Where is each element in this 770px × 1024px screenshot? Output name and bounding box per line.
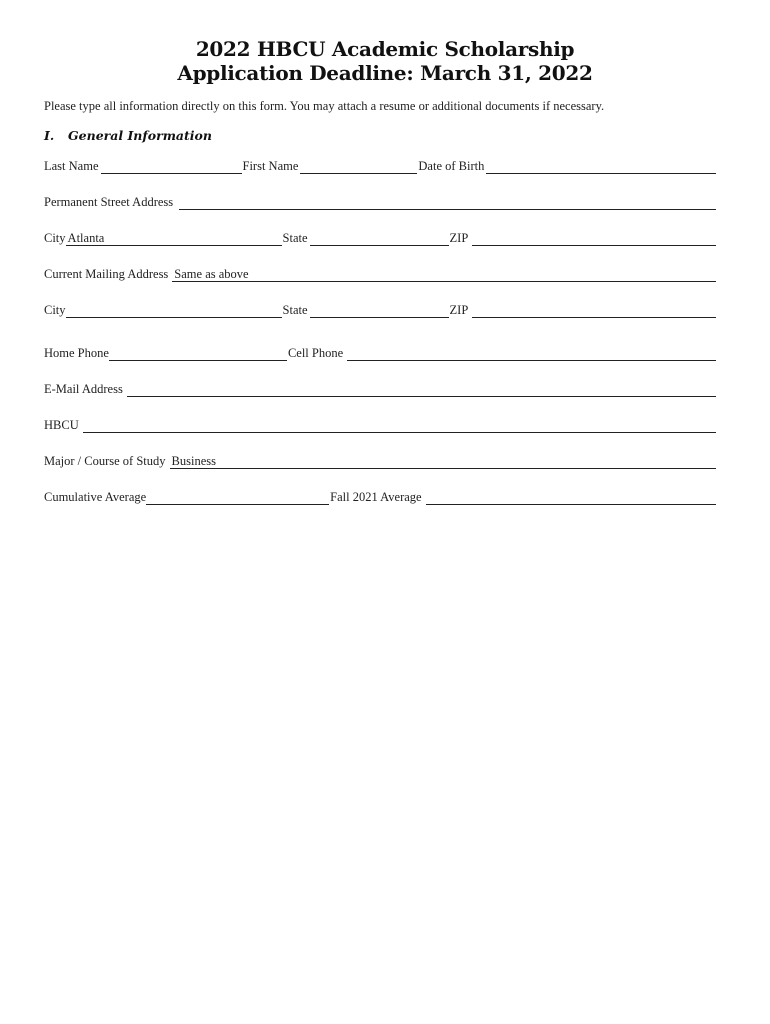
street-row	[44, 194, 717, 210]
zip-field[interactable]	[472, 231, 716, 246]
instructions-text: Please type all information directly on this form. You may attach a resume or additional documents if necessary.	[44, 99, 605, 113]
section-number: I.	[44, 128, 55, 143]
hbcu-label: HBCU	[44, 418, 79, 432]
email-field[interactable]	[127, 382, 716, 397]
zip2-label: ZIP	[449, 303, 469, 317]
dob-field[interactable]	[486, 159, 716, 174]
state2-field[interactable]	[310, 303, 449, 318]
averages-row	[44, 489, 717, 505]
major-field[interactable]: Business	[170, 454, 716, 469]
name-row	[44, 158, 717, 174]
fall-average-field[interactable]	[426, 490, 716, 505]
street-label: Permanent Street Address	[44, 195, 174, 209]
city-state-zip-row	[44, 230, 717, 246]
cumulative-average-label: Cumulative Average	[44, 490, 147, 504]
first-name-label: First Name	[242, 159, 299, 173]
major-label: Major / Course of Study	[44, 454, 166, 468]
email-label: E-Mail Address	[44, 382, 123, 396]
cell-phone-field[interactable]	[347, 346, 716, 361]
home-phone-label: Home Phone	[44, 346, 109, 360]
city-label: City	[44, 231, 66, 245]
city2-field[interactable]	[66, 303, 282, 318]
last-name-field[interactable]	[101, 159, 242, 174]
mailing-city-state-zip-row	[44, 302, 717, 318]
state2-label: State	[282, 303, 308, 317]
mailing-row	[44, 266, 717, 282]
section-title: General Information	[68, 128, 212, 143]
state-field[interactable]	[310, 231, 449, 246]
home-phone-field[interactable]	[109, 346, 287, 361]
state-label: State	[282, 231, 308, 245]
last-name-label: Last Name	[44, 159, 99, 173]
street-field[interactable]	[179, 195, 716, 210]
fall-average-label: Fall 2021 Average	[330, 490, 422, 504]
zip-label: ZIP	[449, 231, 469, 245]
hbcu-row	[44, 417, 717, 433]
major-row	[44, 453, 717, 469]
phone-row	[44, 345, 717, 361]
cumulative-average-field[interactable]	[146, 490, 329, 505]
email-row	[44, 381, 717, 397]
city2-label: City	[44, 303, 66, 317]
hbcu-field[interactable]	[83, 418, 716, 433]
mailing-field[interactable]: Same as above	[172, 267, 716, 282]
first-name-field[interactable]	[300, 159, 417, 174]
cell-phone-label: Cell Phone	[287, 346, 344, 360]
zip2-field[interactable]	[472, 303, 716, 318]
mailing-label: Current Mailing Address	[44, 267, 169, 281]
form-title: 2022 HBCU Academic Scholarship	[195, 37, 575, 61]
city-field[interactable]: Atlanta	[66, 231, 282, 246]
dob-label: Date of Birth	[418, 159, 485, 173]
section-heading	[44, 128, 212, 143]
deadline-subtitle: Application Deadline: March 31, 2022	[177, 61, 593, 85]
